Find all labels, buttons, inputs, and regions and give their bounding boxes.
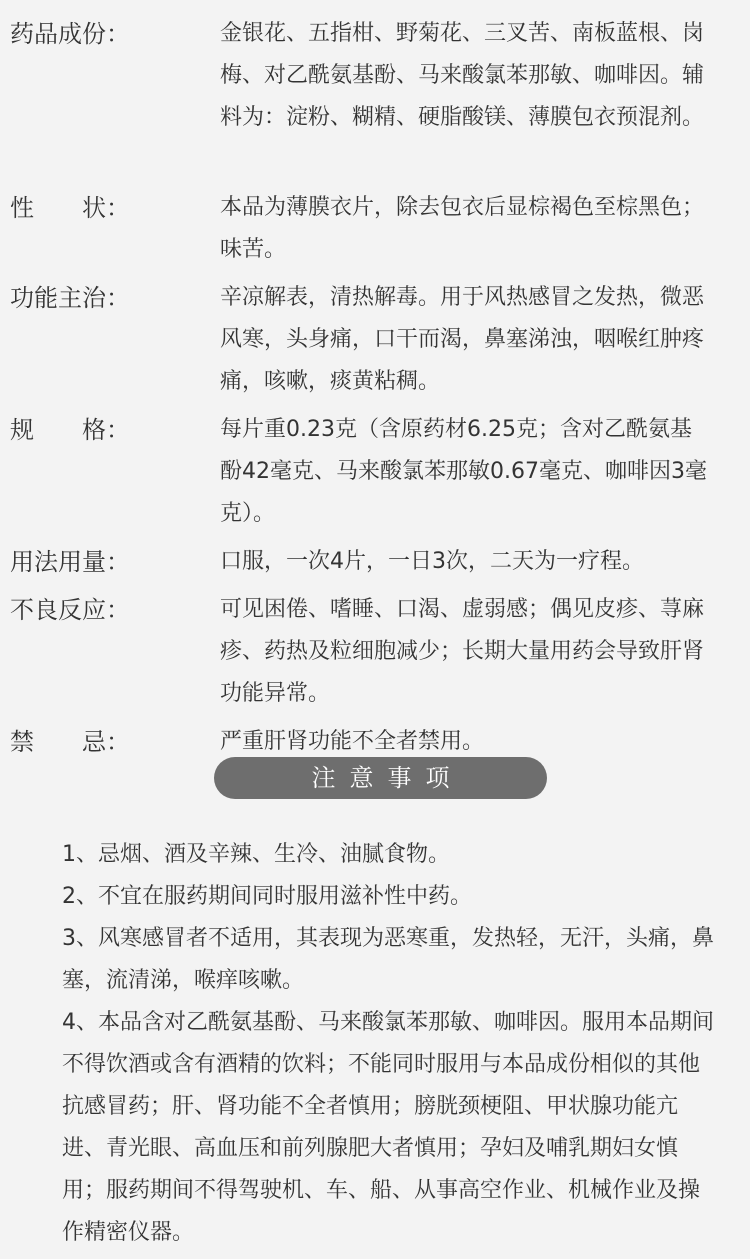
spec-label-dosage: 用法用量： [10,548,130,576]
spec-label-adverse-reactions: 不良反应： [10,596,130,624]
notice-item: 4、本品含对乙酰氨基酚、马来酸氯苯那敏、咖啡因。服用本品期间不得饮酒或含有酒精的饮料；不能同时服用与本品成份相似的其他抗感冒药；肝、肾功能不全者慎用；膀胱颈梗阻、甲状腺功能亢进、青光眼、高血压和前列腺肥大者慎用；孕妇及哺乳期妇女慎用；服药期间不得驾驶机、车、船、从事高空作业、机械作业及操作精密仪器。 [62,1010,714,1245]
notice-item: 3、风寒感冒者不适用，其表现为恶寒重，发热轻，无汗，头痛，鼻塞，流清涕，喉痒咳嗽。 [62,926,714,993]
spec-label-contraindications: 禁 忌： [10,728,130,756]
spec-label-appearance: 性 状： [10,194,130,222]
spec-list [0,13,750,769]
spec-value-adverse-reactions: 可见困倦、嗜睡、口渴、虚弱感；偶见皮疹、荨麻疹、药热及粒细胞减少；长期大量用药会导致肝肾功能异常。 [220,597,705,706]
spec-label-ingredients: 药品成份： [10,20,130,48]
spec-value-appearance: 本品为薄膜衣片，除去包衣后显棕褐色至棕黑色；味苦。 [220,195,705,262]
spec-row-appearance [0,187,750,271]
spec-value-ingredients: 金银花、五指柑、野菊花、三叉苦、南板蓝根、岗梅、对乙酰氨基酚、马来酸氯苯那敏、咖啡因。辅料为：淀粉、糊精、硬脂酸镁、薄膜包衣预混剂。 [220,21,705,130]
spec-value-dosage: 口服，一次4片，一日3次，二天为一疗程。 [220,549,644,574]
spec-value-specification: 每片重0.23克（含原药材6.25克；含对乙酰氨基酚42毫克、马来酸氯苯那敏0.67毫克、咖啡因3毫克）。 [220,417,707,526]
spec-label-indications: 功能主治： [10,284,130,312]
spec-value-indications: 辛凉解表，清热解毒。用于风热感冒之发热，微恶风寒，头身痛，口干而渴，鼻塞涕浊，咽喉红肿疼痛，咳嗽，痰黄粘稠。 [220,285,705,394]
spec-label-specification: 规 格： [10,416,130,444]
notice-list [62,834,714,1254]
notice-item: 1、忌烟、酒及辛辣、生冷、油腻食物。 [62,842,450,867]
spec-row-ingredients [0,13,750,181]
spec-row-dosage [0,541,750,583]
notice-title-badge: 注意事项 [214,757,547,799]
spec-row-indications [0,277,750,403]
notice-item: 2、不宜在服药期间同时服用滋补性中药。 [62,884,472,909]
spec-row-specification [0,409,750,535]
spec-value-contraindications: 严重肝肾功能不全者禁用。 [220,729,485,754]
spec-row-adverse-reactions [0,589,750,715]
